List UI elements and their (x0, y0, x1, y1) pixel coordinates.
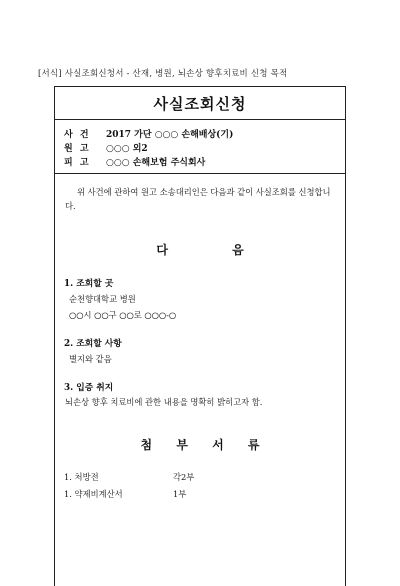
party-value: ○○○ 외2 (106, 144, 148, 154)
attachment-label: 1. 약제비계산서 (64, 489, 123, 499)
parties-divider (55, 173, 345, 174)
form-title: 사실조회신청 (153, 95, 247, 113)
party-row-case (64, 127, 233, 140)
section-line: ○○시 ○○구 ○○로 ○○○-○ (69, 310, 177, 320)
attachment-label: 1. 처방전 (64, 472, 99, 482)
party-value: ○○○ 손해보험 주식회사 (106, 158, 206, 168)
section-line: 순천향대학교 병원 (69, 294, 136, 304)
form-caption: [서식] 사실조회신청서 - 산재, 병원, 뇌손상 향후치료비 신청 목적 (38, 69, 288, 79)
section-title-inquiry-target: 1. 조회할 곳 (64, 279, 114, 289)
document-frame (54, 86, 346, 586)
section-line: 별지와 같음 (69, 354, 112, 364)
party-label: 피 고 (64, 158, 91, 168)
party-value: 2017 가단 ○○○ 손해배상(기) (106, 130, 234, 140)
party-row-defendant (64, 155, 205, 168)
section-title-inquiry-items: 2. 조회할 사항 (64, 339, 122, 349)
intro-paragraph: 위 사건에 관하여 원고 소송대리인은 다음과 같이 사실조회를 신청합니다. (65, 187, 331, 211)
attachments-heading: 첨 부 서 류 (140, 438, 270, 452)
title-divider (55, 119, 345, 120)
party-label: 원 고 (64, 144, 91, 154)
party-label: 사 건 (64, 130, 91, 140)
party-row-plaintiff (64, 141, 148, 154)
attachment-count: 1부 (173, 489, 187, 499)
next-heading: 다 음 (156, 243, 274, 257)
attachment-count: 각2부 (173, 472, 195, 482)
section-line: 뇌손상 향후 치료비에 관한 내용을 명확히 밝히고자 함. (65, 397, 263, 407)
section-title-proof-purpose: 3. 입증 취지 (64, 383, 114, 393)
